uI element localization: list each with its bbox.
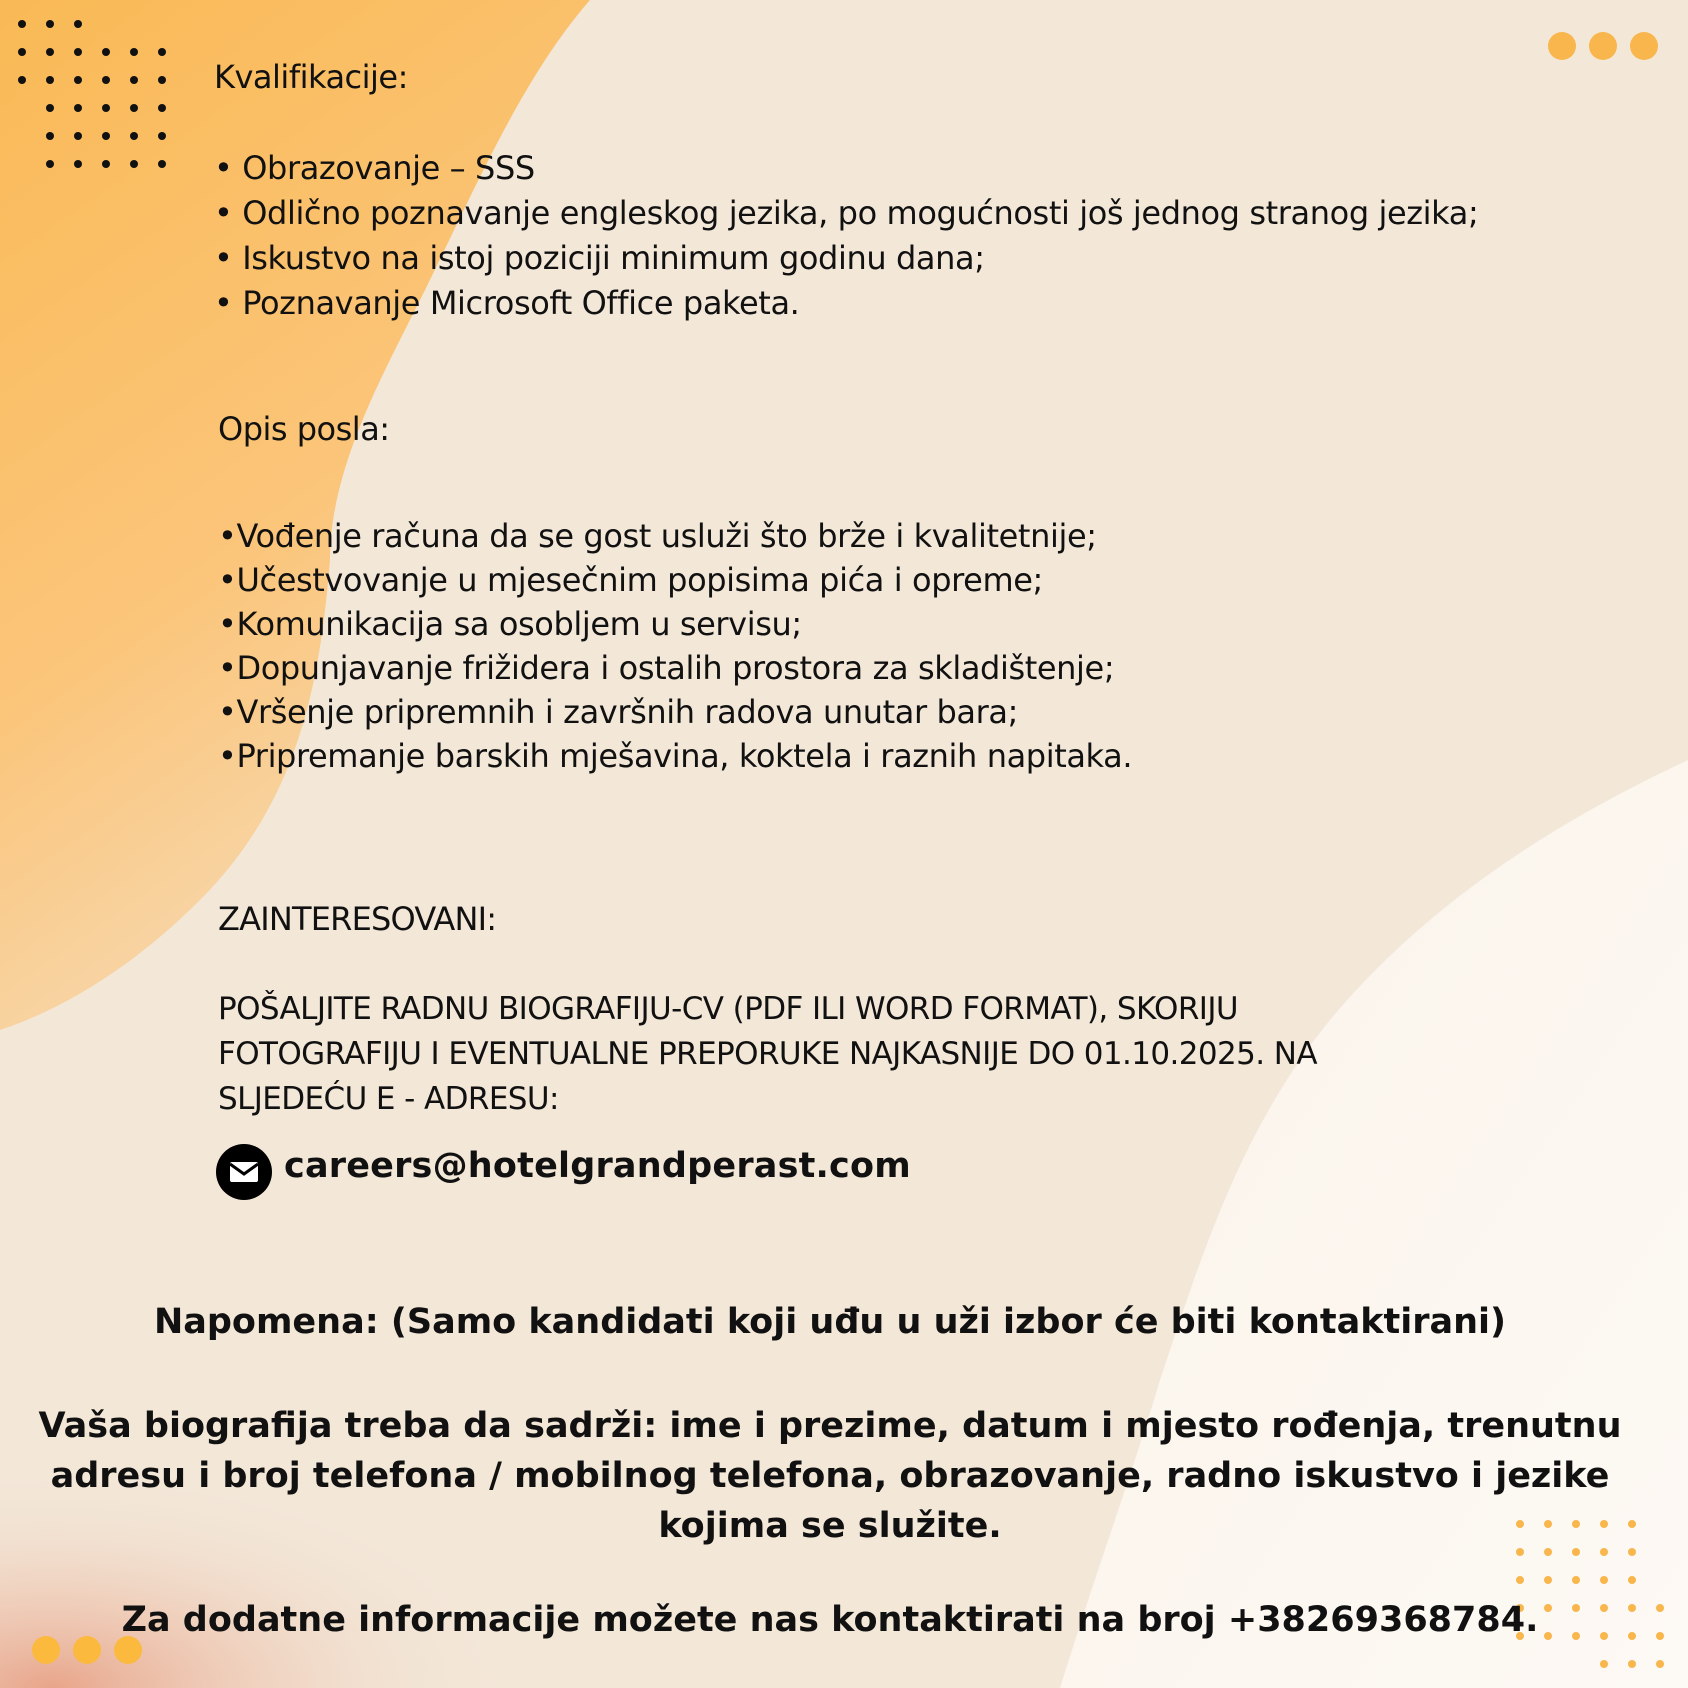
- list-item: •Učestvovanje u mjesečnim popisima pića i opreme;: [218, 561, 1043, 599]
- orange-dots-bottom-left: [32, 1636, 142, 1664]
- list-item: • Obrazovanje – SSS: [214, 149, 535, 187]
- note-text: Napomena: (Samo kandidati koji uđu u uži izbor će biti kontaktirani): [153, 1302, 1507, 1342]
- list-item: • Poznavanje Microsoft Office paketa.: [214, 284, 800, 322]
- job-description-list: [218, 514, 1132, 778]
- contact-text: Za dodatne informacije možete nas kontaktirati na broj +38269368784.: [121, 1600, 1539, 1640]
- application-heading: ZAINTERESOVANI:: [218, 900, 497, 938]
- application-instructions: [218, 987, 1317, 1122]
- email-link[interactable]: careers@hotelgrandperast.com: [284, 1146, 911, 1186]
- cv-requirements-text: Vaša biografija treba da sadrži: ime i prezime, datum i mjesto rođenja, trenutnu adresu i broj telefona / mobilnog telefona, obrazovanje, radno iskustvo i jezike kojima se služite.: [38, 1406, 1622, 1546]
- instruction-line: FOTOGRAFIJU I EVENTUALNE PREPORUKE NAJKASNIJE DO 01.10.2025. NA: [218, 1036, 1317, 1072]
- list-item: •Vođenje računa da se gost usluži što brže i kvalitetnije;: [218, 517, 1097, 555]
- instruction-line: SLJEDEĆU E - ADRESU:: [218, 1081, 559, 1117]
- job-description-heading: Opis posla:: [218, 410, 390, 448]
- instruction-line: POŠALJITE RADNU BIOGRAFIJU-CV (PDF ILI WORD FORMAT), SKORIJU: [218, 991, 1238, 1027]
- orange-dots-top-right: [1548, 32, 1658, 60]
- list-item: •Komunikacija sa osobljem u servisu;: [218, 605, 802, 643]
- qualifications-list: [214, 146, 1478, 326]
- list-item: • Odlično poznavanje engleskog jezika, po mogućnosti još jednog stranog jezika;: [214, 194, 1479, 232]
- envelope-icon: [216, 1144, 272, 1200]
- qualifications-heading: Kvalifikacije:: [214, 58, 408, 96]
- list-item: •Pripremanje barskih mješavina, koktela i raznih napitaka.: [218, 737, 1133, 775]
- list-item: •Dopunjavanje frižidera i ostalih prostora za skladištenje;: [218, 649, 1115, 687]
- list-item: • Iskustvo na istoj poziciji minimum godinu dana;: [214, 239, 985, 277]
- list-item: •Vršenje pripremnih i završnih radova unutar bara;: [218, 693, 1018, 731]
